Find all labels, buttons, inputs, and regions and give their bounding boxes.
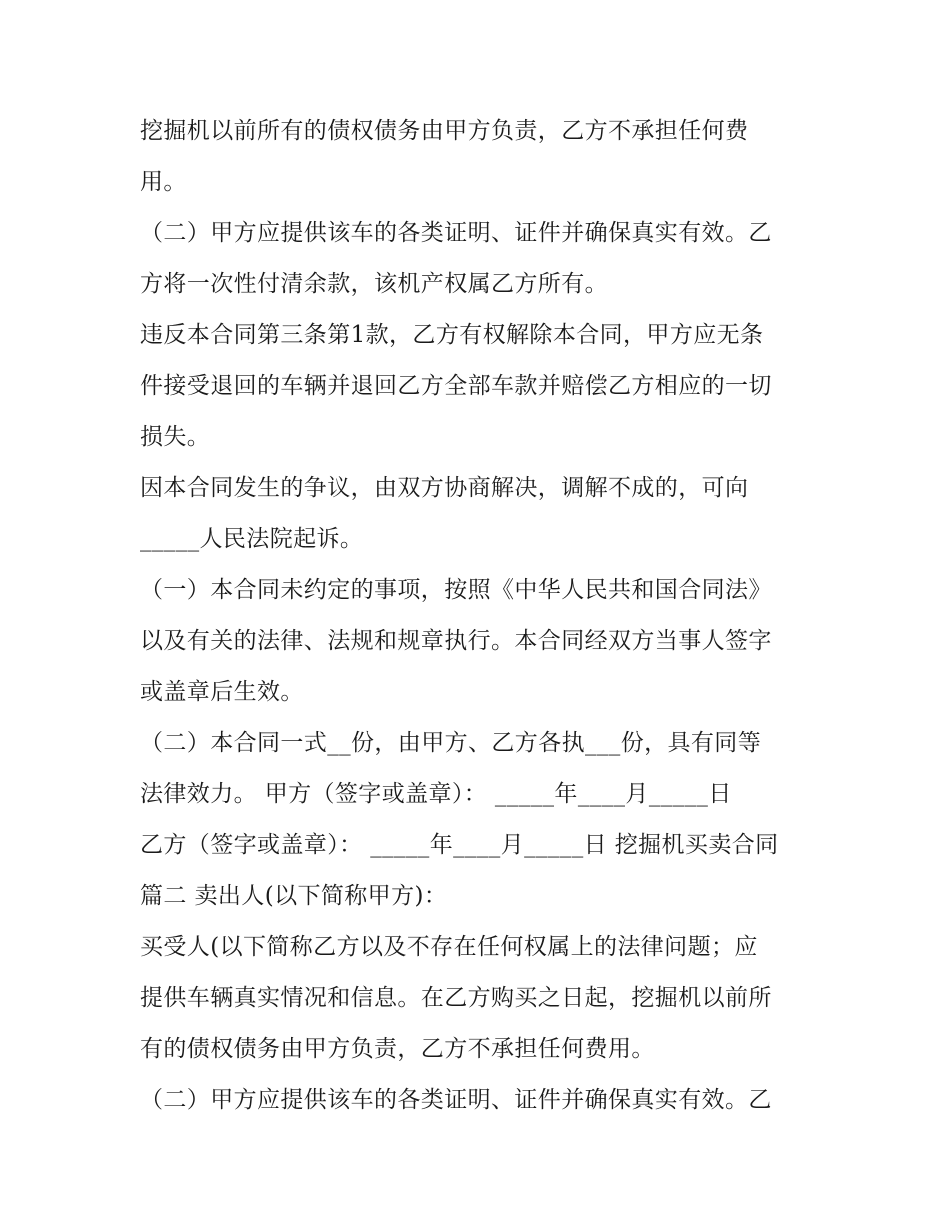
text-line: 有的债权债务由甲方负责，乙方不承担任何费用。 [140, 1036, 655, 1062]
contract-text-body [140, 106, 840, 1126]
text-line: （一）本合同未约定的事项，按照《中华人民共和国合同法》 [140, 577, 772, 603]
text-line: 违反本合同第三条第1款，乙方有权解除本合同，甲方应无条 [140, 322, 764, 348]
text-line: 方将一次性付清余款，该机产权属乙方所有。 [140, 271, 608, 297]
text-line: 因本合同发生的争议，由双方协商解决，调解不成的，可向 [140, 475, 749, 501]
text-line: 或盖章后生效。 [140, 679, 304, 705]
text-line: 篇二 卖出人(以下简称甲方)： [140, 883, 448, 909]
text-line: （二）本合同一式__份，由甲方、乙方各执___份，具有同等 [140, 730, 762, 756]
text-line: 损失。 [140, 424, 211, 450]
text-line: （二）甲方应提供该车的各类证明、证件并确保真实有效。乙 [140, 1087, 772, 1113]
text-line: 法律效力。 甲方（签字或盖章）： _____年____月_____日 [140, 781, 732, 807]
text-line: 买受人(以下简称乙方以及不存在任何权属上的法律问题；应 [140, 934, 758, 960]
text-line: 件接受退回的车辆并退回乙方全部车款并赔偿乙方相应的一切 [140, 373, 772, 399]
text-line: 挖掘机以前所有的债权债务由甲方负责，乙方不承担任何费 [140, 118, 749, 144]
text-line: 乙方（签字或盖章）： _____年____月_____日 挖掘机买卖合同 [140, 832, 779, 858]
text-line: （二）甲方应提供该车的各类证明、证件并确保真实有效。乙 [140, 220, 772, 246]
text-line: _____人民法院起诉。 [140, 526, 364, 552]
text-line: 用。 [140, 169, 187, 195]
text-line: 提供车辆真实情况和信息。在乙方购买之日起，挖掘机以前所 [140, 985, 772, 1011]
text-line: 以及有关的法律、法规和规章执行。本合同经双方当事人签字 [140, 628, 772, 654]
